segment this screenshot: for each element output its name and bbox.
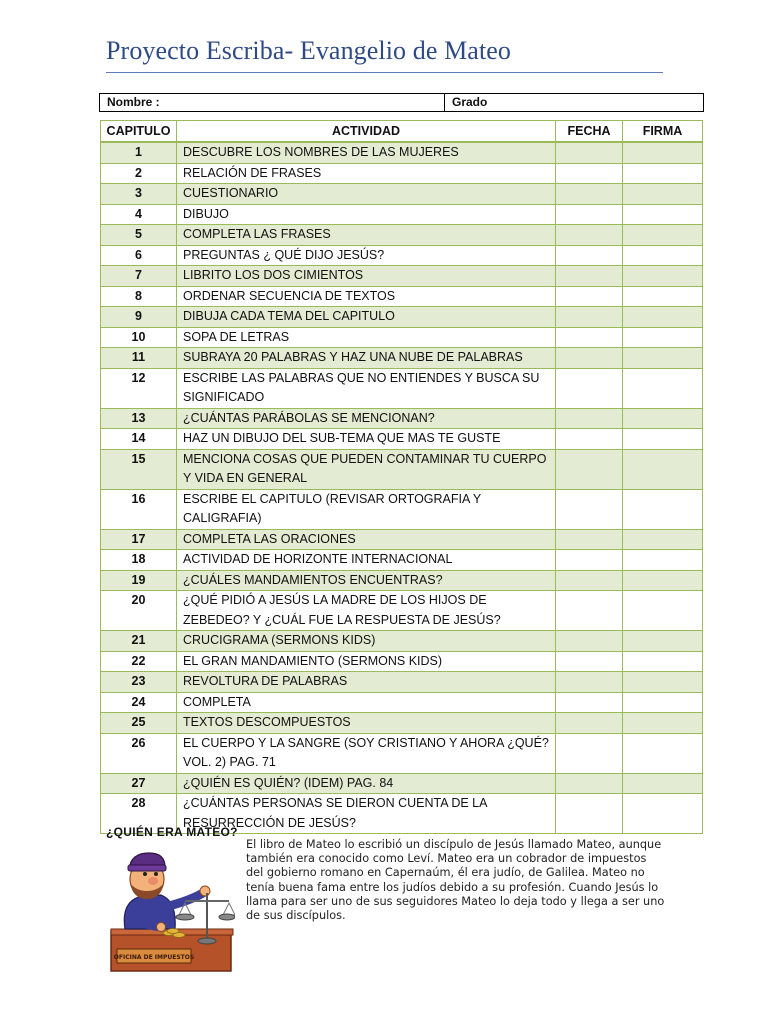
chapter-number: 13 — [101, 408, 177, 429]
activity-description: PREGUNTAS ¿ QUÉ DIJO JESÚS? — [177, 245, 556, 266]
date-cell[interactable] — [556, 692, 623, 713]
signature-cell[interactable] — [623, 266, 703, 287]
date-cell[interactable] — [556, 489, 623, 529]
activity-description: LIBRITO LOS DOS CIMIENTOS — [177, 266, 556, 287]
signature-cell[interactable] — [623, 631, 703, 652]
info-paragraph: El libro de Mateo lo escribió un discípulo de Jesús llamado Mateo, aunque también era conocido como Leví. Mateo era un cobrador de impuestos del gobierno romano en Capernaúm, él era judío, de Galilea. Mateo no tenía buena fama entre los judíos debido a su profesión. Cuando Jesús lo llama para ser uno de sus seguidores Mateo lo deja todo y llega a ser uno de sus discípulos. — [246, 838, 665, 923]
chapter-number: 14 — [101, 429, 177, 450]
date-cell[interactable] — [556, 449, 623, 489]
table-row — [101, 184, 703, 205]
activity-description: ¿CUÁNTAS PERSONAS SE DIERON CUENTA DE LA RESURRECCIÓN DE JESÚS? — [177, 794, 556, 834]
table-row — [101, 327, 703, 348]
table-row — [101, 672, 703, 693]
activity-description: ESCRIBE EL CAPITULO (REVISAR ORTOGRAFIA Y CALIGRAFIA) — [177, 489, 556, 529]
date-cell[interactable] — [556, 529, 623, 550]
signature-cell[interactable] — [623, 163, 703, 184]
activity-description: REVOLTURA DE PALABRAS — [177, 672, 556, 693]
activity-description: RELACIÓN DE FRASES — [177, 163, 556, 184]
date-cell[interactable] — [556, 266, 623, 287]
activity-description: ¿QUIÉN ES QUIÉN? (IDEM) PAG. 84 — [177, 773, 556, 794]
signature-cell[interactable] — [623, 692, 703, 713]
chapter-number: 8 — [101, 286, 177, 307]
chapter-number: 22 — [101, 651, 177, 672]
sign-label: OFICINA DE IMPUESTOS — [113, 954, 195, 961]
activity-description: ¿CUÁLES MANDAMIENTOS ENCUENTRAS? — [177, 570, 556, 591]
chapter-number: 21 — [101, 631, 177, 652]
table-row — [101, 163, 703, 184]
activity-description: CRUCIGRAMA (SERMONS KIDS) — [177, 631, 556, 652]
signature-cell[interactable] — [623, 672, 703, 693]
table-row — [101, 570, 703, 591]
name-field[interactable] — [100, 94, 445, 111]
chapter-number: 16 — [101, 489, 177, 529]
signature-cell[interactable] — [623, 489, 703, 529]
activity-description: ORDENAR SECUENCIA DE TEXTOS — [177, 286, 556, 307]
chapter-number: 7 — [101, 266, 177, 287]
chapter-number: 10 — [101, 327, 177, 348]
title-divider — [106, 72, 663, 73]
chapter-number: 15 — [101, 449, 177, 489]
activity-table — [100, 120, 703, 834]
table-header-row — [101, 121, 703, 143]
table-row — [101, 773, 703, 794]
table-row — [101, 550, 703, 571]
activity-description: SUBRAYA 20 PALABRAS Y HAZ UNA NUBE DE PALABRAS — [177, 348, 556, 369]
signature-cell[interactable] — [623, 651, 703, 672]
info-title: ¿QUIÉN ERA MATEO? — [106, 825, 238, 839]
signature-cell[interactable] — [623, 449, 703, 489]
date-cell[interactable] — [556, 591, 623, 631]
table-row — [101, 348, 703, 369]
date-cell[interactable] — [556, 307, 623, 328]
tax-collector-illustration — [103, 845, 235, 973]
date-cell[interactable] — [556, 550, 623, 571]
chapter-number: 19 — [101, 570, 177, 591]
activity-description: ¿CUÁNTAS PARÁBOLAS SE MENCIONAN? — [177, 408, 556, 429]
activity-description: ¿QUÉ PIDIÓ A JESÚS LA MADRE DE LOS HIJOS DE ZEBEDEO? Y ¿CUÁL FUE LA RESPUESTA DE JESÚS? — [177, 591, 556, 631]
student-info-box — [99, 93, 704, 112]
activity-description: DIBUJA CADA TEMA DEL CAPITULO — [177, 307, 556, 328]
date-cell[interactable] — [556, 713, 623, 734]
table-row — [101, 489, 703, 529]
activity-description: ACTIVIDAD DE HORIZONTE INTERNACIONAL — [177, 550, 556, 571]
table-row — [101, 713, 703, 734]
date-cell[interactable] — [556, 570, 623, 591]
header-fecha: FECHA — [556, 121, 623, 143]
table-row — [101, 245, 703, 266]
activity-description: EL CUERPO Y LA SANGRE (SOY CRISTIANO Y AHORA ¿QUÉ? VOL. 2) PAG. 71 — [177, 733, 556, 773]
table-row — [101, 225, 703, 246]
chapter-number: 18 — [101, 550, 177, 571]
signature-cell[interactable] — [623, 327, 703, 348]
grade-field[interactable] — [445, 94, 703, 111]
date-cell[interactable] — [556, 184, 623, 205]
activity-description: COMPLETA — [177, 692, 556, 713]
activity-description: MENCIONA COSAS QUE PUEDEN CONTAMINAR TU CUERPO Y VIDA EN GENERAL — [177, 449, 556, 489]
activity-description: EL GRAN MANDAMIENTO (SERMONS KIDS) — [177, 651, 556, 672]
date-cell[interactable] — [556, 142, 623, 163]
signature-cell[interactable] — [623, 307, 703, 328]
chapter-number: 2 — [101, 163, 177, 184]
table-row — [101, 266, 703, 287]
signature-cell[interactable] — [623, 184, 703, 205]
activity-description: COMPLETA LAS FRASES — [177, 225, 556, 246]
chapter-number: 9 — [101, 307, 177, 328]
date-cell[interactable] — [556, 225, 623, 246]
chapter-number: 11 — [101, 348, 177, 369]
chapter-number: 26 — [101, 733, 177, 773]
signature-cell[interactable] — [623, 245, 703, 266]
chapter-number: 20 — [101, 591, 177, 631]
page-title: Proyecto Escriba- Evangelio de Mateo — [106, 36, 512, 65]
activity-description: COMPLETA LAS ORACIONES — [177, 529, 556, 550]
chapter-number: 24 — [101, 692, 177, 713]
date-cell[interactable] — [556, 348, 623, 369]
signature-cell[interactable] — [623, 733, 703, 773]
chapter-number: 28 — [101, 794, 177, 834]
table-row — [101, 408, 703, 429]
signature-cell[interactable] — [623, 204, 703, 225]
table-row — [101, 591, 703, 631]
date-cell[interactable] — [556, 631, 623, 652]
signature-cell[interactable] — [623, 550, 703, 571]
signature-cell[interactable] — [623, 570, 703, 591]
date-cell[interactable] — [556, 408, 623, 429]
date-cell[interactable] — [556, 327, 623, 348]
signature-cell[interactable] — [623, 142, 703, 163]
activity-description: DESCUBRE LOS NOMBRES DE LAS MUJERES — [177, 142, 556, 163]
table-row — [101, 631, 703, 652]
chapter-number: 4 — [101, 204, 177, 225]
chapter-number: 23 — [101, 672, 177, 693]
chapter-number: 5 — [101, 225, 177, 246]
chapter-number: 12 — [101, 368, 177, 408]
table-row — [101, 692, 703, 713]
signature-cell[interactable] — [623, 286, 703, 307]
date-cell[interactable] — [556, 429, 623, 450]
signature-cell[interactable] — [623, 591, 703, 631]
signature-cell[interactable] — [623, 794, 703, 834]
table-row — [101, 307, 703, 328]
table-row — [101, 733, 703, 773]
header-firma: FIRMA — [623, 121, 703, 143]
table-row — [101, 142, 703, 163]
date-cell[interactable] — [556, 672, 623, 693]
table-row — [101, 286, 703, 307]
table-row — [101, 429, 703, 450]
header-capitulo: CAPITULO — [101, 121, 177, 143]
table-row — [101, 368, 703, 408]
table-row — [101, 529, 703, 550]
signature-cell[interactable] — [623, 408, 703, 429]
table-row — [101, 449, 703, 489]
chapter-number: 6 — [101, 245, 177, 266]
signature-cell[interactable] — [623, 429, 703, 450]
chapter-number: 27 — [101, 773, 177, 794]
signature-cell[interactable] — [623, 225, 703, 246]
activity-description: ESCRIBE LAS PALABRAS QUE NO ENTIENDES Y BUSCA SU SIGNIFICADO — [177, 368, 556, 408]
activity-description: HAZ UN DIBUJO DEL SUB-TEMA QUE MAS TE GUSTE — [177, 429, 556, 450]
signature-cell[interactable] — [623, 529, 703, 550]
chapter-number: 17 — [101, 529, 177, 550]
date-cell[interactable] — [556, 204, 623, 225]
chapter-number: 25 — [101, 713, 177, 734]
signature-cell[interactable] — [623, 773, 703, 794]
table-row — [101, 651, 703, 672]
date-cell[interactable] — [556, 286, 623, 307]
table-row — [101, 204, 703, 225]
chapter-number: 1 — [101, 142, 177, 163]
date-cell[interactable] — [556, 245, 623, 266]
name-label: Nombre : — [107, 95, 160, 109]
date-cell[interactable] — [556, 368, 623, 408]
date-cell[interactable] — [556, 733, 623, 773]
date-cell[interactable] — [556, 651, 623, 672]
signature-cell[interactable] — [623, 368, 703, 408]
signature-cell[interactable] — [623, 713, 703, 734]
date-cell[interactable] — [556, 794, 623, 834]
header-actividad: ACTIVIDAD — [177, 121, 556, 143]
activity-description: DIBUJO — [177, 204, 556, 225]
date-cell[interactable] — [556, 773, 623, 794]
grade-label: Grado — [452, 95, 488, 109]
signature-cell[interactable] — [623, 348, 703, 369]
activity-description: CUESTIONARIO — [177, 184, 556, 205]
chapter-number: 3 — [101, 184, 177, 205]
activity-description: TEXTOS DESCOMPUESTOS — [177, 713, 556, 734]
activity-description: SOPA DE LETRAS — [177, 327, 556, 348]
date-cell[interactable] — [556, 163, 623, 184]
